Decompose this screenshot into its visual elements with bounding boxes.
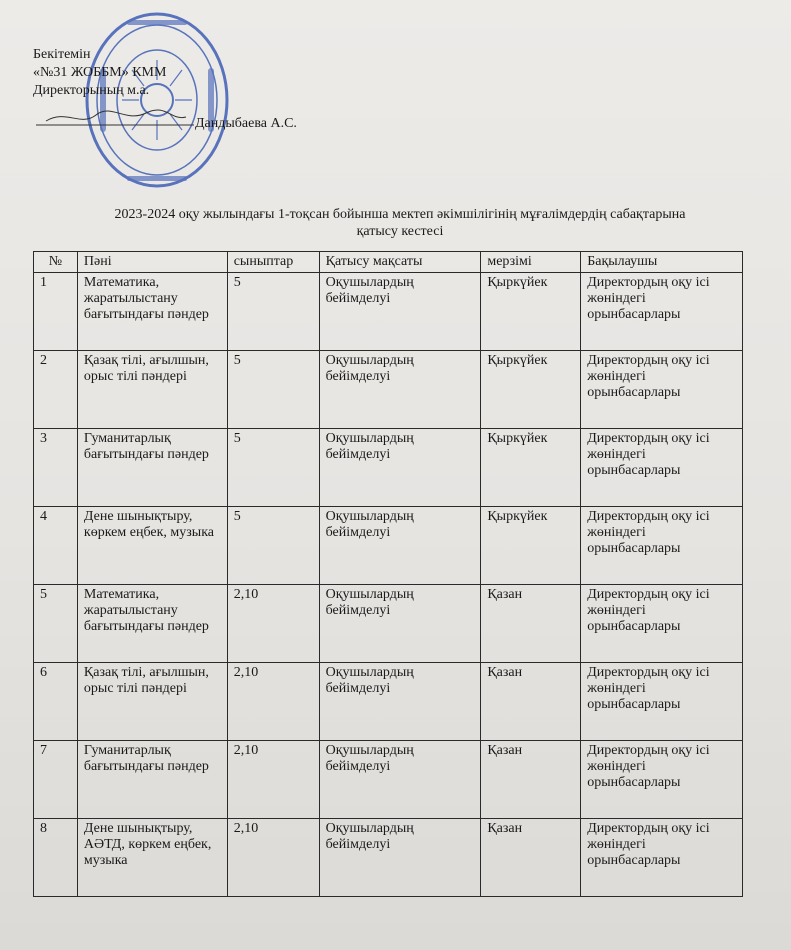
row-term: Қазан — [481, 819, 581, 897]
attendance-schedule-table — [33, 251, 743, 897]
header-observer: Бақылаушы — [581, 252, 743, 273]
row-grades: 5 — [227, 351, 319, 429]
row-number: 4 — [34, 507, 78, 585]
row-observer: Директордың оқу ісі жөніндегі орынбасарлары — [581, 663, 743, 741]
row-term: Қазан — [481, 663, 581, 741]
table-row — [34, 741, 743, 819]
table-header-row — [34, 252, 743, 273]
school-stamp-icon — [82, 8, 232, 193]
row-observer: Директордың оқу ісі жөніндегі орынбасарлары — [581, 273, 743, 351]
table-row — [34, 585, 743, 663]
header-grades: сыныптар — [227, 252, 319, 273]
table-row — [34, 351, 743, 429]
row-subject: Дене шынықтыру, көркем еңбек, музыка — [77, 507, 227, 585]
row-grades: 5 — [227, 273, 319, 351]
table-row — [34, 663, 743, 741]
row-purpose: Оқушылардың бейімделуі — [319, 351, 481, 429]
row-term: Қыркүйек — [481, 273, 581, 351]
row-number: 5 — [34, 585, 78, 663]
approval-block — [33, 46, 166, 100]
row-number: 6 — [34, 663, 78, 741]
row-subject: Дене шынықтыру, АӘТД, көркем еңбек, музыка — [77, 819, 227, 897]
organization-name: «№31 ЖОББМ» КММ — [33, 65, 167, 80]
row-grades: 2,10 — [227, 819, 319, 897]
row-subject: Гуманитарлық бағытындағы пәндер — [77, 429, 227, 507]
row-observer: Директордың оқу ісі жөніндегі орынбасарлары — [581, 507, 743, 585]
row-grades: 2,10 — [227, 741, 319, 819]
header-term: мерзімі — [481, 252, 581, 273]
row-purpose: Оқушылардың бейімделуі — [319, 585, 481, 663]
row-term: Қазан — [481, 741, 581, 819]
approval-heading: Бекітемін — [33, 47, 91, 62]
table-row — [34, 273, 743, 351]
table-row — [34, 429, 743, 507]
row-grades: 2,10 — [227, 585, 319, 663]
signer-name: Дандыбаева А.С. — [195, 116, 297, 131]
document-title — [40, 206, 760, 240]
director-position: Директорының м.а. — [33, 83, 150, 98]
row-grades: 5 — [227, 507, 319, 585]
row-number: 3 — [34, 429, 78, 507]
row-purpose: Оқушылардың бейімделуі — [319, 741, 481, 819]
row-number: 2 — [34, 351, 78, 429]
row-observer: Директордың оқу ісі жөніндегі орынбасарлары — [581, 429, 743, 507]
header-purpose: Қатысу мақсаты — [319, 252, 481, 273]
row-subject: Математика, жаратылыстану бағытындағы пәндер — [77, 273, 227, 351]
row-purpose: Оқушылардың бейімделуі — [319, 819, 481, 897]
row-subject: Математика, жаратылыстану бағытындағы пәндер — [77, 585, 227, 663]
row-term: Қыркүйек — [481, 351, 581, 429]
row-observer: Директордың оқу ісі жөніндегі орынбасарлары — [581, 585, 743, 663]
row-subject: Гуманитарлық бағытындағы пәндер — [77, 741, 227, 819]
row-number: 7 — [34, 741, 78, 819]
row-number: 1 — [34, 273, 78, 351]
signature-icon — [36, 107, 196, 127]
row-observer: Директордың оқу ісі жөніндегі орынбасарлары — [581, 351, 743, 429]
row-grades: 2,10 — [227, 663, 319, 741]
row-term: Қыркүйек — [481, 507, 581, 585]
row-term: Қыркүйек — [481, 429, 581, 507]
title-line-1: 2023-2024 оқу жылындағы 1-тоқсан бойынша мектеп әкімшілігінің мұғалімдердің сабақтарына — [114, 207, 686, 222]
row-observer: Директордың оқу ісі жөніндегі орынбасарлары — [581, 819, 743, 897]
row-term: Қазан — [481, 585, 581, 663]
row-purpose: Оқушылардың бейімделуі — [319, 507, 481, 585]
row-subject: Қазақ тілі, ағылшын, орыс тілі пәндері — [77, 351, 227, 429]
row-purpose: Оқушылардың бейімделуі — [319, 663, 481, 741]
header-subject: Пәні — [77, 252, 227, 273]
row-grades: 5 — [227, 429, 319, 507]
row-observer: Директордың оқу ісі жөніндегі орынбасарлары — [581, 741, 743, 819]
row-purpose: Оқушылардың бейімделуі — [319, 429, 481, 507]
table-row — [34, 507, 743, 585]
table-row — [34, 819, 743, 897]
row-purpose: Оқушылардың бейімделуі — [319, 273, 481, 351]
title-line-2: қатысу кестесі — [356, 224, 444, 239]
row-number: 8 — [34, 819, 78, 897]
row-subject: Қазақ тілі, ағылшын, орыс тілі пәндері — [77, 663, 227, 741]
header-number: № — [34, 252, 78, 273]
